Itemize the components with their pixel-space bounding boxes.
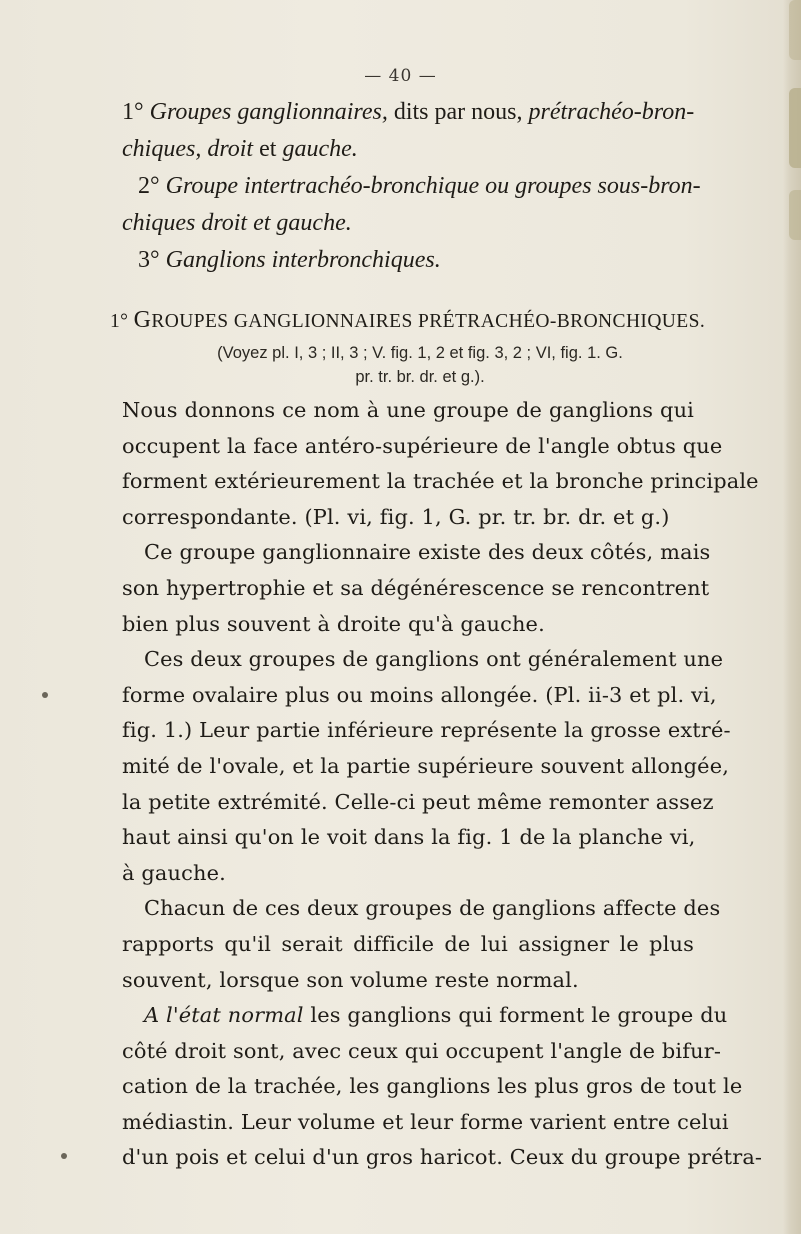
outline-list (122, 94, 712, 279)
text-line: Ces deux groupes de ganglions ont généralement une (144, 647, 724, 672)
page-edge-stain (789, 0, 801, 60)
page-edge-stain (789, 88, 801, 168)
page-number: — 40 — (364, 66, 437, 86)
section-title-initial: G (133, 307, 152, 333)
paragraph (122, 642, 731, 891)
paragraph (122, 393, 759, 535)
list-item-continuation (122, 131, 712, 168)
list-item-title: Ganglions interbronchiques. (165, 247, 441, 273)
text-line: correspondante. (Pl. vi, fig. 1, G. pr. tr. br. dr. et g.) (122, 504, 670, 529)
list-item-text: dits par nous, (393, 99, 523, 125)
list-item-continuation (122, 205, 712, 242)
list-item-title: chiques, (122, 136, 202, 162)
text-line: la petite extrémité. Celle-ci peut même remonter assez (122, 789, 714, 814)
reference-line: (Voyez pl. I, 3 ; II, 3 ; V. fig. 1, 2 et fig. 3, 2 ; VI, fig. 1. G. (217, 344, 623, 362)
reference-line: pr. tr. br. dr. et g.). (355, 368, 485, 386)
text-line: Nous donnons ce nom à une groupe de ganglions qui (122, 398, 694, 422)
list-item-text: et (259, 136, 277, 162)
text-line: haut ainsi qu'on le voit dans la fig. 1 de la planche vi, (122, 825, 696, 850)
print-speck (61, 1153, 67, 1159)
list-item-number: 3° (138, 247, 160, 273)
text-line: bien plus souvent à droite qu'à gauche. (122, 611, 545, 636)
list-item (122, 242, 712, 279)
text-line: forme ovalaire plus ou moins allongée. (Pl. ii-3 et pl. vi, (122, 682, 717, 707)
list-item-number: 2° (138, 173, 160, 199)
text-line: cation de la trachée, les ganglions les plus gros de tout le (122, 1074, 743, 1099)
figure-reference (140, 341, 700, 389)
section-number: 1° (110, 311, 129, 332)
body-text (122, 393, 763, 1176)
text-line: Ce groupe ganglionnaire existe des deux côtés, mais (144, 540, 711, 565)
paragraph (122, 998, 763, 1176)
print-speck (42, 692, 48, 698)
text-line: son hypertrophie et sa dégénérescence se rencontrent (122, 575, 710, 600)
text-line: côté droit sont, avec ceux qui occupent l'angle de bifur- (122, 1038, 722, 1063)
text-fragment: les ganglions qui forment le groupe du (303, 1003, 728, 1028)
paragraph (122, 891, 721, 998)
italic-phrase: A l'état normal (144, 1003, 304, 1028)
list-item-title: gauche. (282, 136, 358, 162)
text-line: d'un pois et celui d'un gros haricot. Ceux du groupe prétra- (122, 1145, 763, 1170)
text-line: à gauche. (122, 860, 226, 885)
text-line: mité de l'ovale, et la partie supérieure souvent allongée, (122, 753, 730, 778)
text-line: Chacun de ces deux groupes de ganglions affecte des (144, 896, 721, 921)
text-line: occupent la face antéro-supérieure de l'angle obtus que (122, 433, 723, 458)
text-line: forment extérieurement la trachée et la bronche principale (122, 469, 759, 494)
list-item-title: droit (207, 136, 254, 162)
page-edge (783, 0, 801, 1234)
list-item-title: Groupe intertrachéo-bronchique ou groupes sous-bron- (165, 173, 701, 199)
list-item-title: Groupes ganglionnaires, (149, 99, 388, 125)
text-line: rapports qu'il serait difficile de lui assigner le plus (122, 931, 694, 956)
list-item (122, 94, 712, 131)
text-line: souvent, lorsque son volume reste normal. (122, 967, 579, 992)
list-item-title: prétrachéo-bron- (528, 99, 695, 125)
list-item-number: 1° (122, 99, 144, 125)
text-line: fig. 1.) Leur partie inférieure représente la grosse extré- (122, 718, 731, 743)
page-edge-stain (789, 190, 801, 240)
list-item (122, 168, 712, 205)
section-title-text: ROUPES GANGLIONNAIRES PRÉTRACHÉO-BRONCHIQUES. (151, 311, 706, 332)
list-item-title: chiques droit et gauche. (122, 210, 352, 236)
paragraph (122, 535, 711, 642)
text-line (122, 998, 728, 1034)
section-title (110, 307, 750, 334)
text-line: médiastin. Leur volume et leur forme varient entre celui (122, 1109, 729, 1134)
